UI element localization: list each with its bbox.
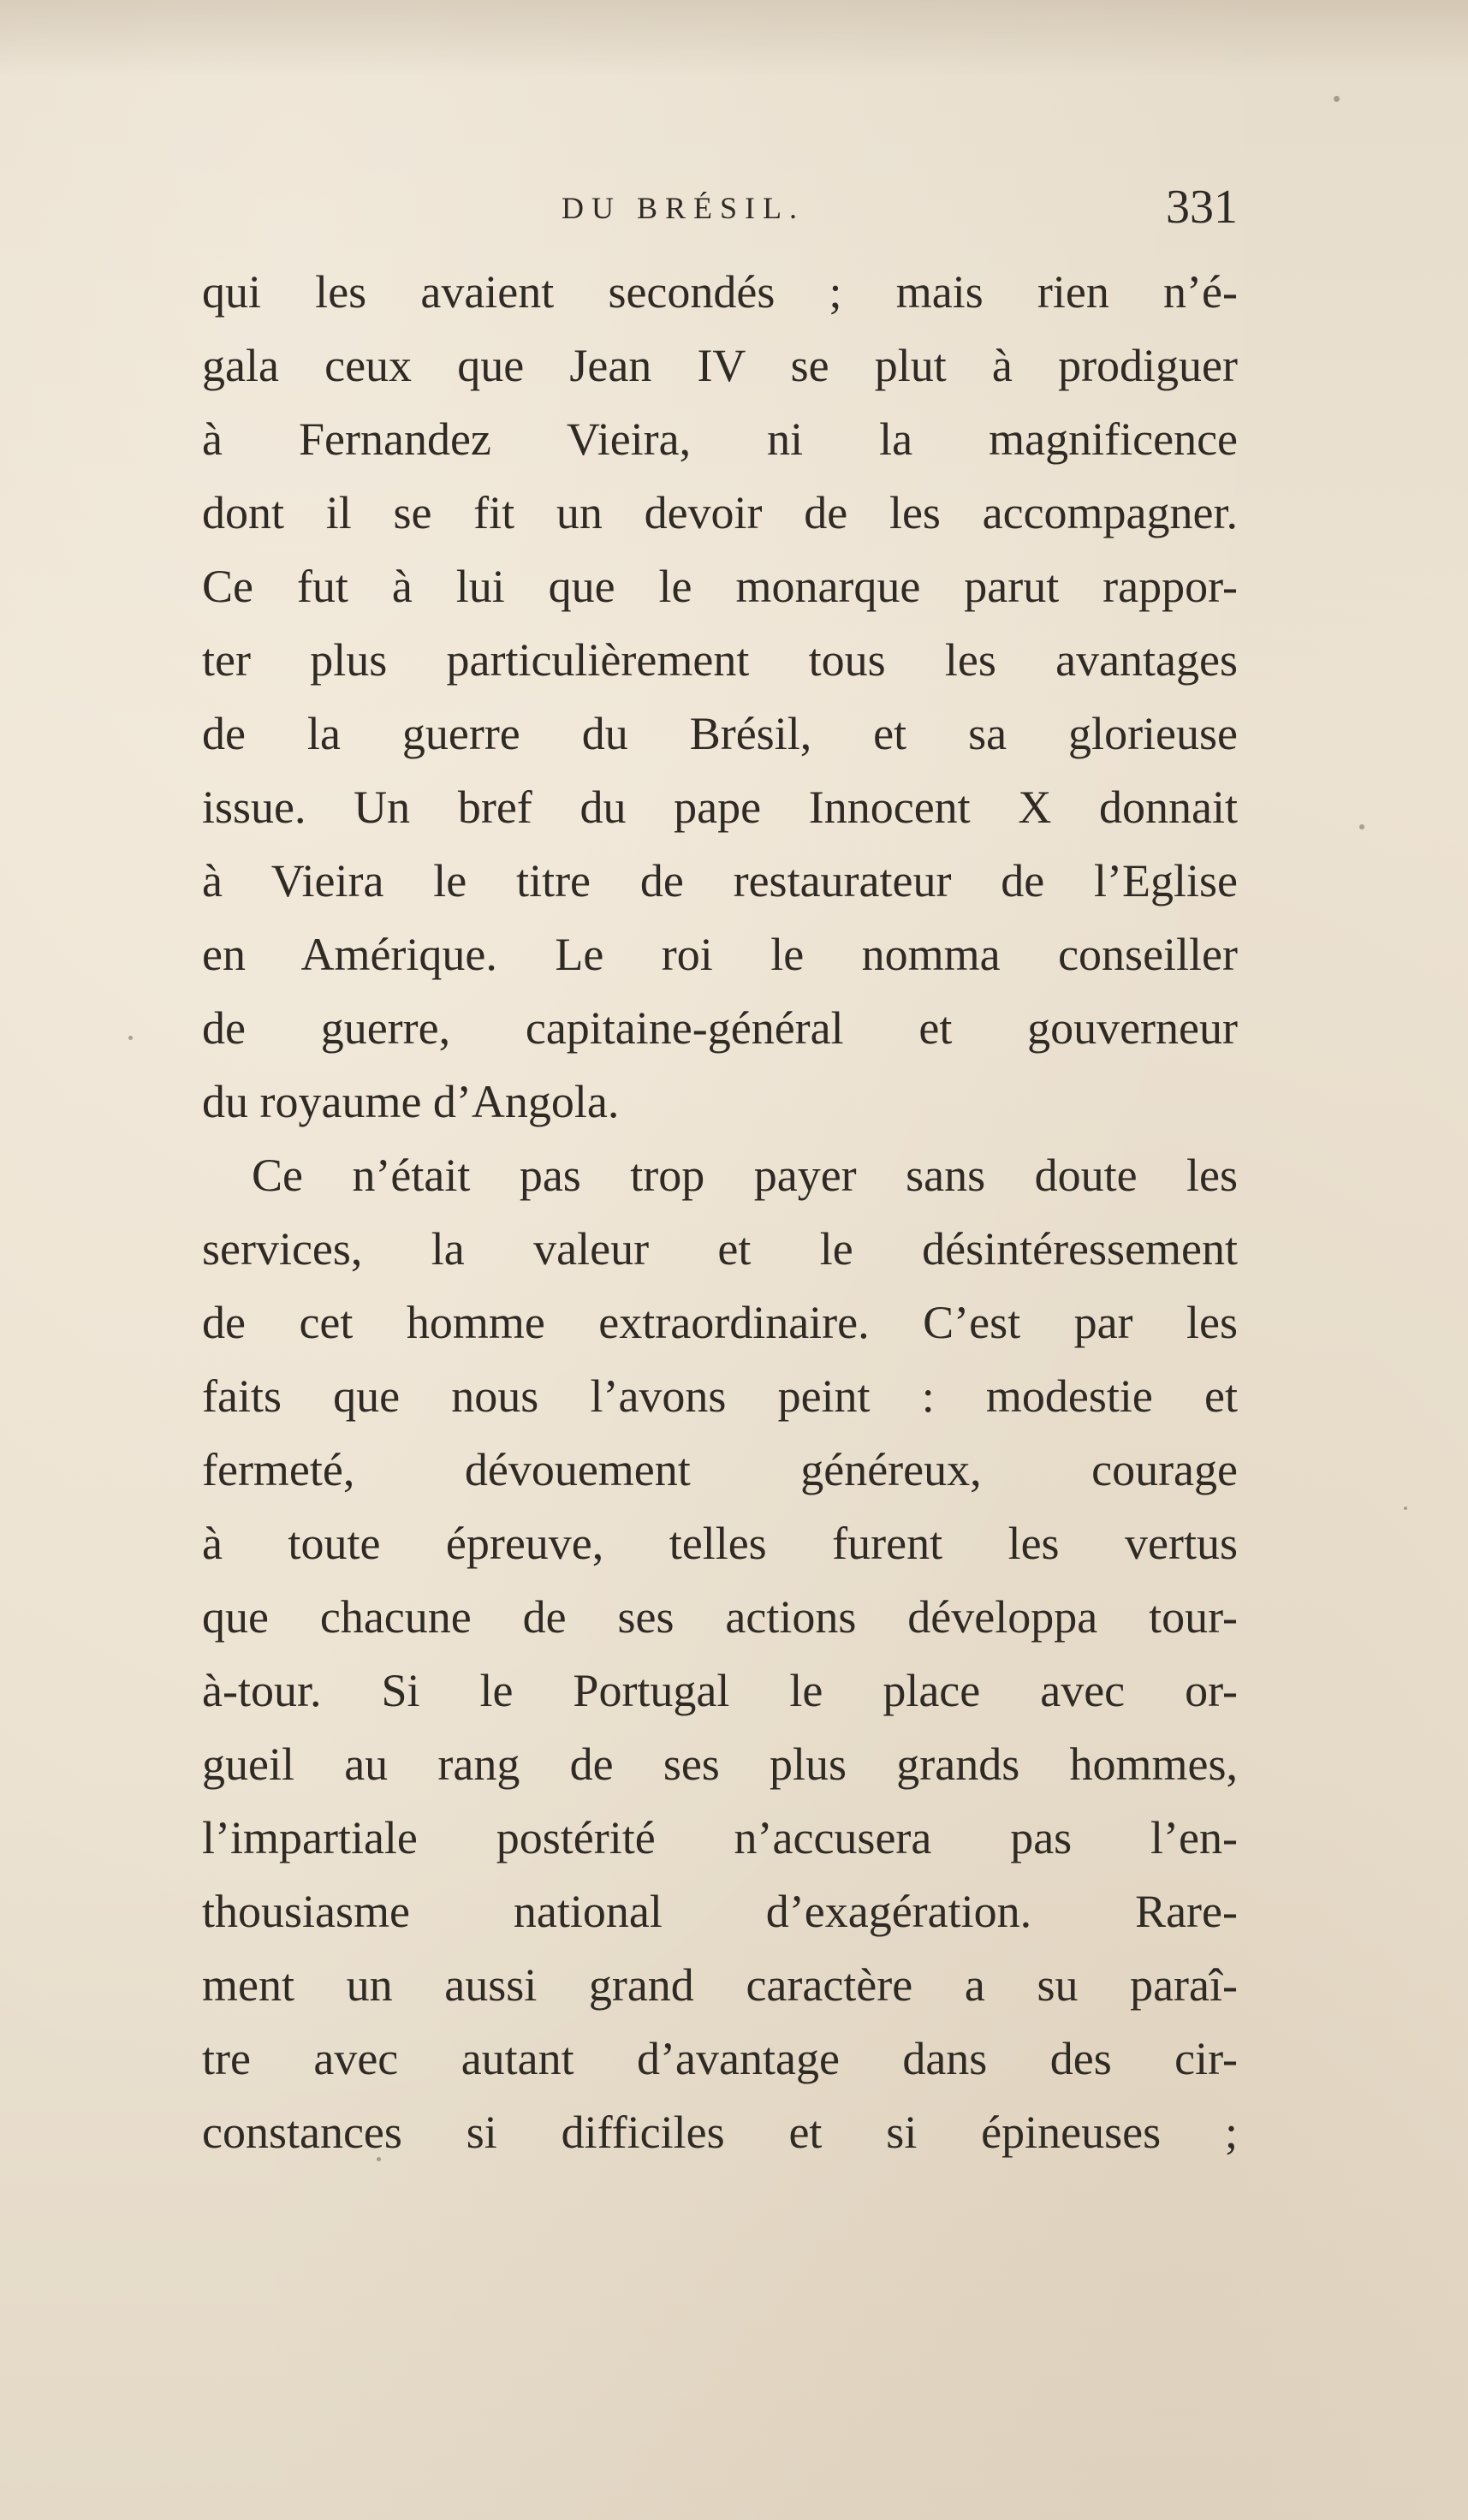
text-line: à-tour. Si le Portugal le place avec or-	[202, 1665, 1238, 1716]
paragraph-1	[202, 255, 1238, 1138]
text-line: ment un aussi grand caractère a su paraî-	[202, 1959, 1238, 2011]
paper-speck	[1404, 1507, 1407, 1510]
text-line: constances si difficiles et si épineuses ;	[202, 2107, 1238, 2158]
text-line: services, la valeur et le désintéressement	[202, 1223, 1238, 1275]
text-line: tre avec autant d’avantage dans des cir-	[202, 2033, 1238, 2084]
text-line: Ce n’était pas trop payer sans doute les	[252, 1150, 1238, 1201]
page-number: 331	[1166, 181, 1238, 234]
text-line: ter plus particulièrement tous les avantages	[202, 634, 1238, 686]
body-text	[202, 255, 1238, 2169]
text-line: en Amérique. Le roi le nomma conseiller	[202, 929, 1238, 980]
page-top-shadow	[0, 0, 1468, 77]
text-line: faits que nous l’avons peint : modestie et	[202, 1370, 1238, 1422]
paper-speck	[1359, 824, 1364, 829]
text-line: issue. Un bref du pape Innocent X donnait	[202, 782, 1238, 833]
text-line: l’impartiale postérité n’accusera pas l’en-	[202, 1812, 1238, 1863]
text-line: fermeté, dévouement généreux, courage	[202, 1444, 1238, 1495]
text-line: de cet homme extraordinaire. C’est par les	[202, 1297, 1238, 1348]
text-line: gueil au rang de ses plus grands hommes,	[202, 1738, 1238, 1790]
running-title: DU BRÉSIL.	[562, 191, 805, 225]
text-line: gala ceux que Jean IV se plut à prodiguer	[202, 340, 1238, 391]
text-line: Ce fut à lui que le monarque parut rappor-	[202, 561, 1238, 612]
running-head	[202, 180, 1238, 240]
text-line: que chacune de ses actions développa tour-	[202, 1591, 1238, 1643]
text-line: du royaume d’Angola.	[202, 1076, 620, 1127]
text-line: de la guerre du Brésil, et sa glorieuse	[202, 708, 1238, 759]
text-line: de guerre, capitaine-général et gouverneur	[202, 1002, 1238, 1054]
paragraph-2	[202, 1138, 1238, 2169]
paper-speck	[1334, 96, 1340, 102]
text-line: à Fernandez Vieira, ni la magnificence	[202, 413, 1238, 465]
text-line: qui les avaient secondés ; mais rien n’é-	[202, 266, 1238, 318]
text-line: dont il se fit un devoir de les accompagner.	[202, 487, 1238, 538]
paper-speck	[377, 2157, 381, 2161]
text-line: à Vieira le titre de restaurateur de l’Eglise	[202, 855, 1238, 906]
text-line: thousiasme national d’exagération. Rare-	[202, 1886, 1238, 1937]
paper-speck	[128, 1036, 133, 1040]
text-line: à toute épreuve, telles furent les vertus	[202, 1518, 1238, 1569]
